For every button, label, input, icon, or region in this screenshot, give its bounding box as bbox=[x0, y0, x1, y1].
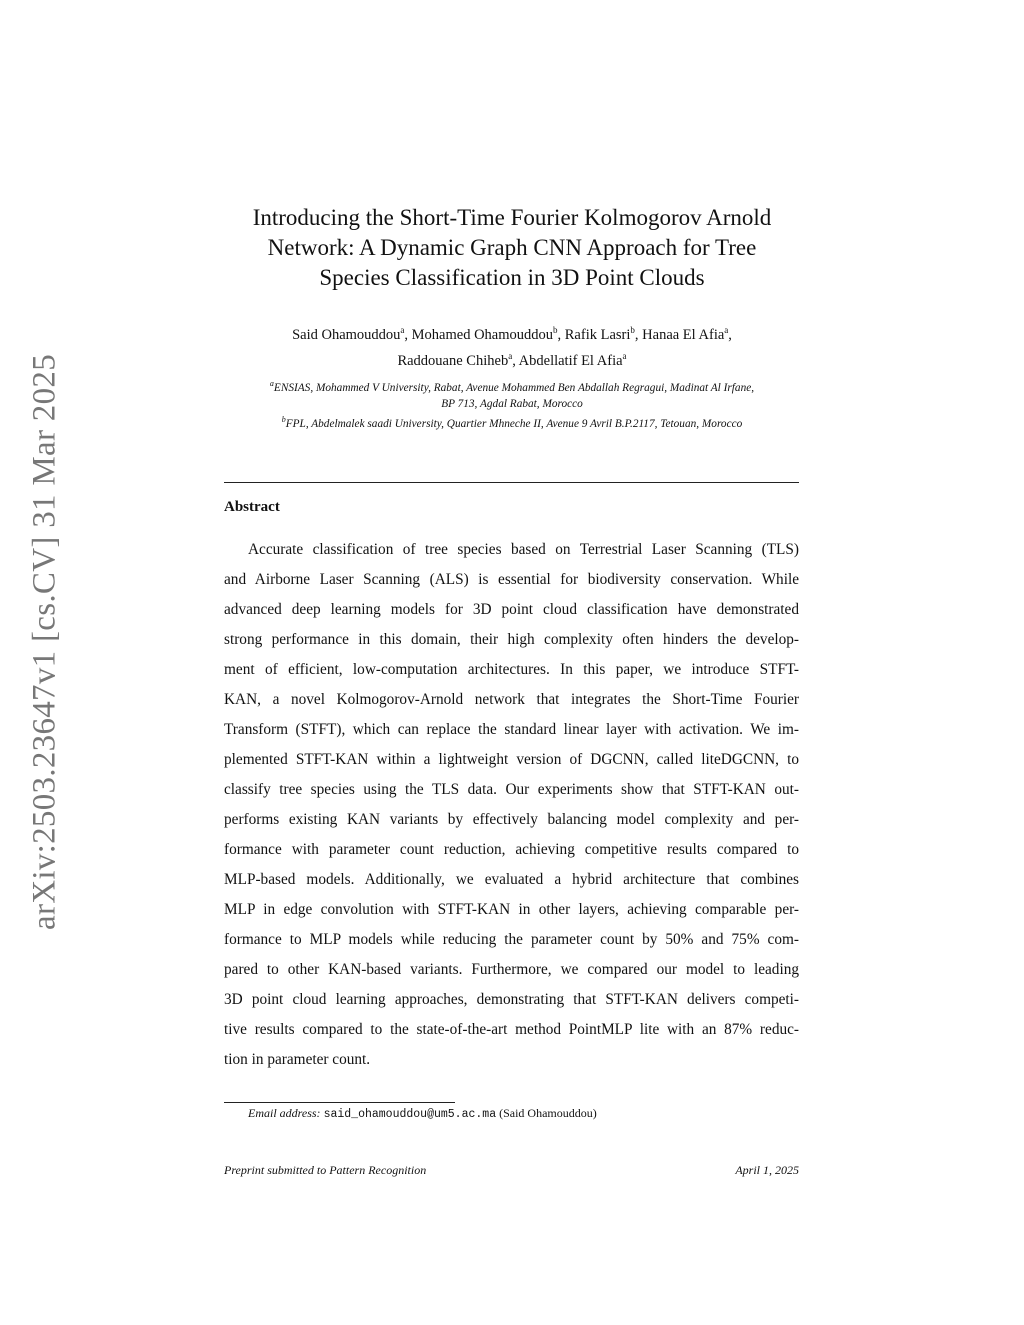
abstract-line: classify tree species using the TLS data. Our experiments show that STFT-KAN out- bbox=[224, 781, 799, 798]
author: Abdellatif El Afia bbox=[518, 352, 623, 369]
author-separator: , bbox=[728, 326, 732, 343]
abstract-line: tive results compared to the state-of-the-art method PointMLP lite with an 87% reduc- bbox=[224, 1021, 799, 1038]
abstract-line: 3D point cloud learning approaches, demonstrating that STFT-KAN delivers competi- bbox=[224, 991, 799, 1008]
affiliations bbox=[180, 376, 844, 432]
abstract-line: and Airborne Laser Scanning (ALS) is essential for biodiversity conservation. While bbox=[224, 571, 799, 588]
affiliation-line bbox=[180, 396, 844, 412]
footer-venue: Preprint submitted to Pattern Recognition bbox=[224, 1163, 427, 1177]
affiliation-text: BP 713, Agdal Rabat, Morocco bbox=[441, 397, 583, 410]
abstract-line: plemented STFT-KAN within a lightweight version of DGCNN, called liteDGCNN, to bbox=[224, 751, 799, 768]
abstract-line: MLP in edge convolution with STFT-KAN in other layers, achieving comparable per- bbox=[224, 901, 799, 918]
title-line: Species Classification in 3D Point Clouds bbox=[319, 265, 705, 290]
abstract-line: Transform (STFT), which can replace the standard linear layer with activation. We im- bbox=[224, 721, 799, 738]
footer-date: April 1, 2025 bbox=[735, 1163, 799, 1177]
paper-title bbox=[200, 203, 824, 293]
affiliation-mark: b bbox=[630, 325, 635, 335]
abstract-body bbox=[224, 535, 799, 1075]
title-line: Network: A Dynamic Graph CNN Approach for Tree bbox=[267, 235, 757, 260]
affiliation-mark: a bbox=[269, 379, 274, 388]
footnote-rule bbox=[224, 1102, 455, 1103]
email-label: Email address: bbox=[248, 1106, 321, 1120]
abstract-line: advanced deep learning models for 3D point cloud classification have demonstrated bbox=[224, 601, 799, 618]
affiliation-line bbox=[180, 376, 844, 396]
abstract-line: pared to other KAN-based variants. Furthermore, we compared our model to leading bbox=[224, 961, 799, 978]
abstract-line: KAN, a novel Kolmogorov-Arnold network that integrates the Short-Time Fourier bbox=[224, 691, 799, 708]
abstract-heading: Abstract bbox=[224, 499, 280, 515]
abstract-line: formance to MLP models while reducing the parameter count by 50% and 75% com- bbox=[224, 931, 799, 948]
abstract-line: formance with parameter count reduction, achieving competitive results compared to bbox=[224, 841, 799, 858]
author-separator: , bbox=[634, 326, 643, 343]
abstract-line: Accurate classification of tree species based on Terrestrial Laser Scanning (TLS) bbox=[248, 541, 799, 558]
author: Rafik Lasri bbox=[564, 326, 631, 343]
affiliation-mark: a bbox=[400, 325, 405, 335]
affiliation-text: ENSIAS, Mohammed V University, Rabat, Avenue Mohammed Ben Abdallah Regragui, Madinat Al Irfane, bbox=[273, 381, 755, 394]
author: Hanaa El Afia bbox=[642, 326, 725, 343]
header-rule bbox=[224, 482, 799, 483]
author: Raddouane Chiheb bbox=[397, 352, 509, 369]
affiliation-line bbox=[180, 412, 844, 432]
affiliation-mark: a bbox=[508, 350, 513, 361]
abstract-line: tion in parameter count. bbox=[224, 1051, 371, 1068]
author-separator: , bbox=[512, 352, 519, 369]
author-separator: , bbox=[557, 326, 565, 343]
email-owner: (Said Ohamouddou) bbox=[499, 1106, 597, 1120]
title-line: Introducing the Short-Time Fourier Kolmogorov Arnold bbox=[252, 205, 772, 230]
footnote-email bbox=[248, 1106, 597, 1121]
affiliation-mark: b bbox=[281, 414, 286, 424]
author: Mohamed Ohamouddou bbox=[411, 326, 554, 343]
email-link[interactable]: said_ohamouddou@um5.ac.ma bbox=[323, 1108, 497, 1121]
abstract-line: MLP-based models. Additionally, we evaluated a hybrid architecture that combines bbox=[224, 871, 799, 888]
abstract-line: ment of efficient, low-computation architectures. In this paper, we introduce STFT- bbox=[224, 661, 799, 678]
abstract-line: strong performance in this domain, their high complexity often hinders the develop- bbox=[224, 631, 799, 648]
author: Said Ohamouddou bbox=[292, 326, 401, 343]
arxiv-identifier: arXiv:2503.23647v1 [cs.CV] 31 Mar 2025 bbox=[26, 354, 63, 930]
affiliation-mark: a bbox=[724, 325, 729, 335]
affiliation-text: FPL, Abdelmalek saadi University, Quartier Mhneche II, Avenue 9 Avril B.P.2117, Tetouan, Morocco bbox=[285, 417, 743, 430]
abstract-line: performs existing KAN variants by effectively balancing model complexity and per- bbox=[224, 811, 799, 828]
author-separator: , bbox=[404, 326, 412, 343]
affiliation-mark: b bbox=[553, 325, 558, 335]
affiliation-mark: a bbox=[622, 350, 627, 361]
author-list bbox=[200, 320, 824, 372]
